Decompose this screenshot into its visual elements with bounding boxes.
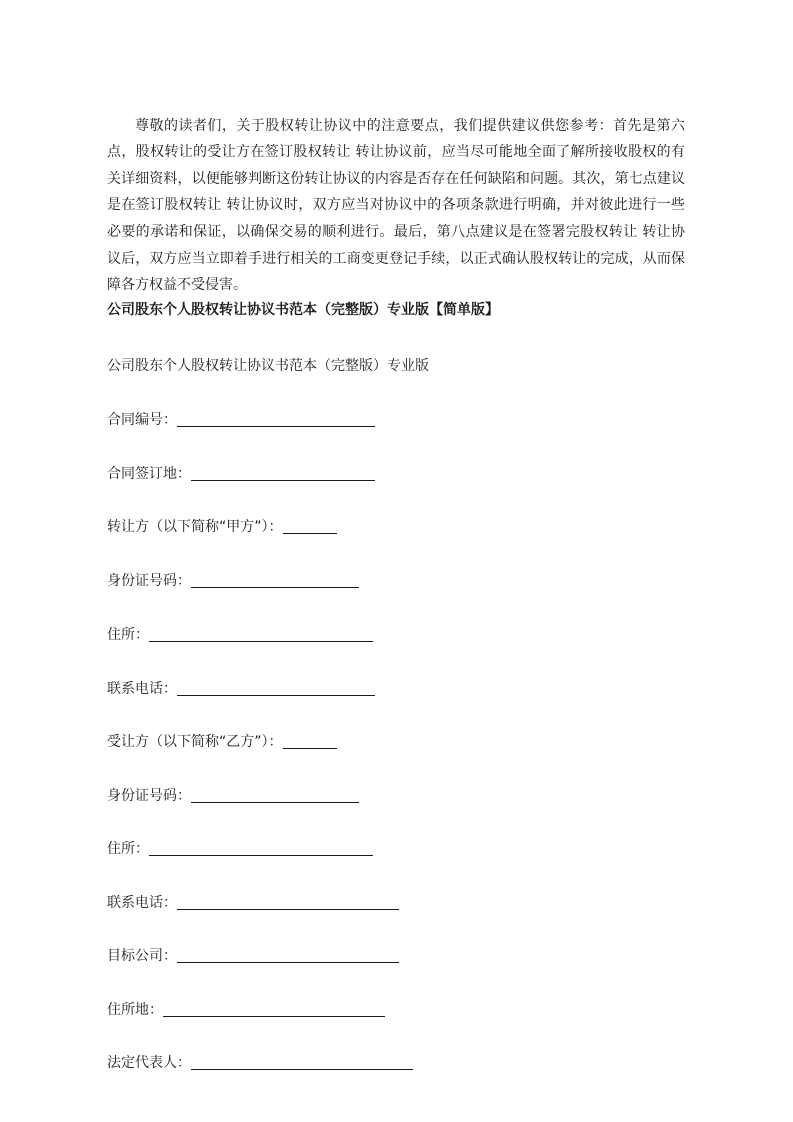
field-contract-number (107, 407, 375, 429)
target-company-blank[interactable] (177, 946, 399, 963)
field-label: 转让方（以下简称“甲方”）： (107, 519, 283, 535)
transferee-phone-blank[interactable] (177, 893, 399, 910)
field-transferor-id (107, 568, 359, 590)
transferee-id-blank[interactable] (191, 786, 359, 803)
field-label: 合同编号： (107, 412, 177, 428)
transferee-blank[interactable] (283, 732, 337, 749)
field-transferee-id (107, 783, 359, 805)
contract-number-blank[interactable] (177, 410, 375, 427)
field-company-address (107, 997, 385, 1019)
field-label: 法定代表人： (107, 1055, 191, 1071)
intro-text: 尊敬的读者们，关于股权转让协议中的注意要点，我们提供建议供您参考：首先是第六点，股权转让的受让方在签订股权转让 转让协议前，应当尽可能地全面了解所接收股权的有关详细资料，以便能够判断这份转让协议的内容是否存在任何缺陷和问题。其次，第七点建议是在签订股权转让 转让协议时，双方应当对协议中的各项条款进行明确，并对彼此进行一些必要的承诺和保证，以确保交易的顺利进行。最后，第八点建议是在签署完股权转让 转让协议后，双方应当立即着手进行相关的工商变更登记手续，以正式确认股权转让的完成，从而保障各方权益不受侵害。 (107, 117, 685, 294)
field-transferor-phone (107, 676, 375, 698)
signing-place-blank[interactable] (191, 464, 375, 481)
field-transferor-address (107, 622, 373, 644)
field-legal-representative (107, 1050, 413, 1072)
field-transferor (107, 514, 337, 536)
legal-representative-blank[interactable] (191, 1053, 413, 1070)
field-transferee (107, 729, 337, 751)
document-subtitle: 公司股东个人股权转让协议书范本（完整版）专业版 (107, 358, 429, 374)
field-label: 合同签订地： (107, 466, 191, 482)
field-label: 受让方（以下简称“乙方”）： (107, 734, 283, 750)
field-label: 身份证号码： (107, 788, 191, 804)
field-label: 住所地： (107, 1002, 163, 1018)
field-label: 目标公司： (107, 948, 177, 964)
intro-paragraph (107, 86, 685, 299)
field-signing-place (107, 461, 375, 483)
field-target-company (107, 943, 399, 965)
document-heading: 公司股东个人股权转让协议书范本（完整版）专业版【简单版】 (107, 302, 499, 318)
transferor-phone-blank[interactable] (177, 679, 375, 696)
transferee-address-blank[interactable] (149, 839, 373, 856)
field-transferee-address (107, 836, 373, 858)
field-label: 身份证号码： (107, 573, 191, 589)
transferor-address-blank[interactable] (149, 625, 373, 642)
field-label: 住所： (107, 627, 149, 643)
company-address-blank[interactable] (163, 1000, 385, 1017)
field-label: 联系电话： (107, 681, 177, 697)
field-label: 联系电话： (107, 895, 177, 911)
transferor-blank[interactable] (283, 517, 337, 534)
transferor-id-blank[interactable] (191, 571, 359, 588)
field-transferee-phone (107, 890, 399, 912)
field-label: 住所： (107, 841, 149, 857)
